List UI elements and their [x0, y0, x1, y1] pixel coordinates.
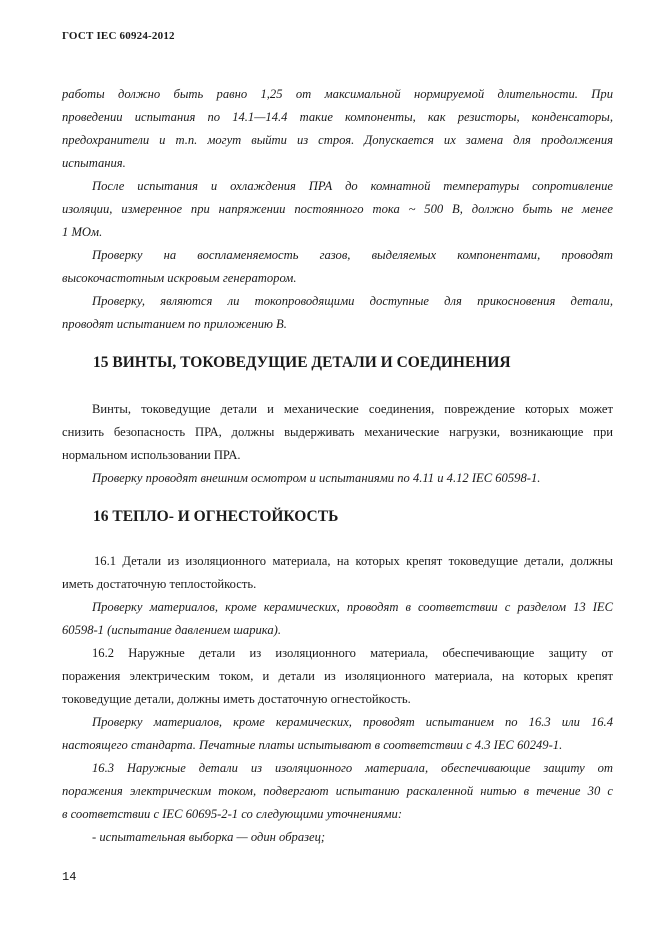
text-line: предохранители и т.п. могут выйти из строя. Допускается их замена для продолжения [62, 133, 613, 147]
text-line: настоящего стандарта. Печатные платы испытывают в соответствии с 4.3 IEC 60249-1. [62, 738, 563, 752]
text-line: Винты, токоведущие детали и механические соединения, повреждение которых может [92, 402, 613, 416]
text-line: нормальном использовании ПРА. [62, 448, 241, 462]
section-16-heading: 16 ТЕПЛО- И ОГНЕСТОЙКОСТЬ [93, 508, 339, 525]
text-line: 16.1 Детали из изоляционного материала, на которых крепят токоведущие детали, должны [94, 554, 613, 568]
page-number: 14 [62, 870, 77, 884]
text-line: 60598-1 (испытание давлением шарика). [62, 623, 282, 637]
text-line: поражения электрическим током, подвергают испытанию раскаленной нитью в течение 30 с [62, 784, 613, 798]
text-line: высокочастотным искровым генератором. [62, 271, 297, 285]
text-line: После испытания и охлаждения ПРА до комнатной температуры сопротивление [92, 179, 613, 193]
text-line: изоляции, измеренное при напряжении постоянного тока ~ 500 В, должно быть не менее [62, 202, 613, 216]
text-line: работы должно быть равно 1,25 от максимальной нормируемой длительности. При [62, 87, 613, 101]
text-line: проводят испытанием по приложению В. [62, 317, 287, 331]
text-line: - испытательная выборка — один образец; [92, 830, 326, 844]
text-line: Проверку проводят внешним осмотром и испытаниями по 4.11 и 4.12 IEC 60598-1. [92, 471, 541, 485]
text-line: Проверку, являются ли токопроводящими доступные для прикосновения детали, [92, 294, 613, 308]
text-line: Проверку материалов, кроме керамических, проводят в соответствии с разделом 13 IEC [92, 600, 613, 614]
text-line: снизить безопасность ПРА, должны выдерживать механические нагрузки, возникающие при [62, 425, 613, 439]
text-line: 16.3 Наружные детали из изоляционного материала, обеспечивающие защиту от [92, 761, 613, 775]
text-line: 16.2 Наружные детали из изоляционного материала, обеспечивающие защиту от [92, 646, 613, 660]
text-line: иметь достаточную теплостойкость. [62, 577, 257, 591]
text-line: поражения электрическим током, и детали из изоляционного материала, на которых крепят [62, 669, 613, 683]
text-line: испытания. [62, 156, 126, 170]
section-15-heading: 15 ВИНТЫ, ТОКОВЕДУЩИЕ ДЕТАЛИ И СОЕДИНЕНИЯ [93, 354, 511, 371]
text-line: Проверку материалов, кроме керамических, проводят испытанием по 16.3 или 16.4 [92, 715, 613, 729]
text-line: в соответствии с IEC 60695-2-1 со следующими уточнениями: [62, 807, 403, 821]
text-line: проведении испытания по 14.1—14.4 такие компоненты, как резисторы, конденсаторы, [62, 110, 613, 124]
text-line: токоведущие детали, должны иметь достаточную огнестойкость. [62, 692, 411, 706]
text-line: 1 МОм. [62, 225, 103, 239]
text-line: Проверку на воспламеняемость газов, выделяемых компонентами, проводят [92, 248, 613, 262]
document-header: ГОСТ IEC 60924-2012 [62, 30, 175, 42]
